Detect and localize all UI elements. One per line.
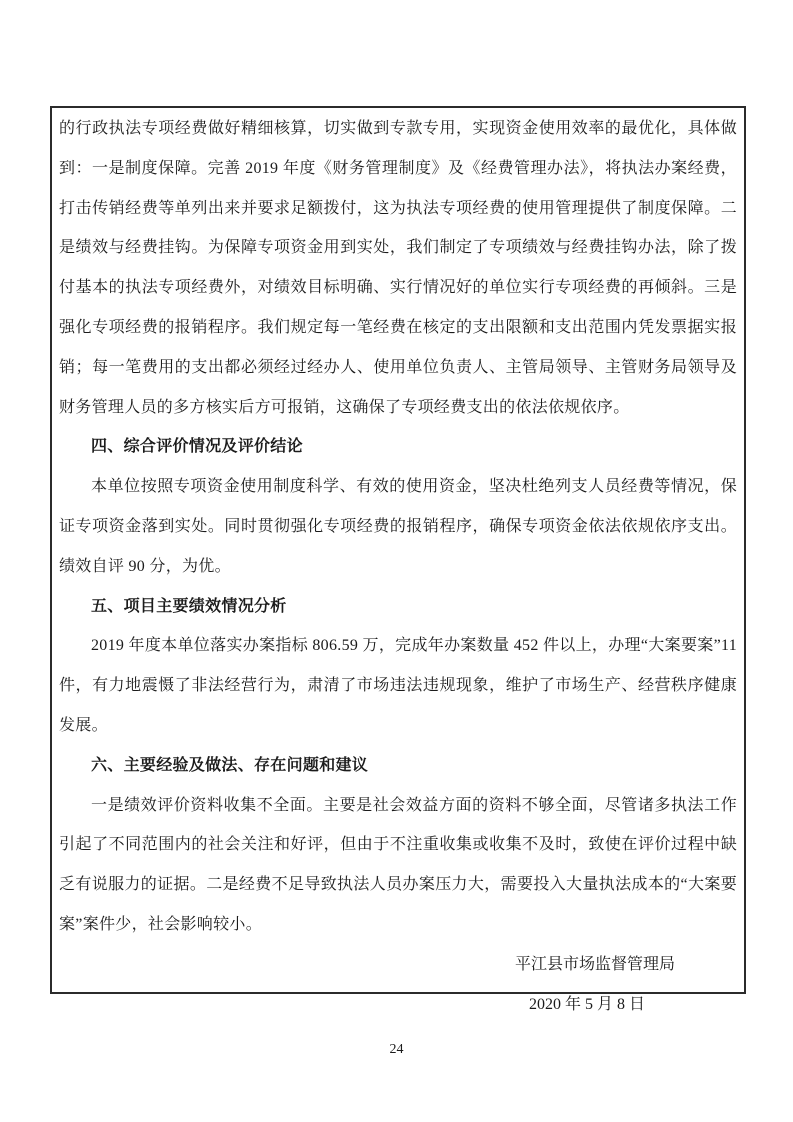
continued-paragraph-funds-management: 的行政执法专项经费做好精细核算，切实做到专款专用，实现资金使用效率的最优化，具体做到：一是制度保障。完善 2019 年度《财务管理制度》及《经费管理办法》，将执法办案经费，打击传销经费等单列出来并要求足额拨付，这为执法专项经费的使用管理提供了制度保障。二是绩效与经费挂钩。为保障专项资金用到实处，我们制定了专项绩效与经费挂钩办法，除了拨付基本的执法专项经费外，对绩效目标明确、实行情况好的单位实行专项经费的再倾斜。三是强化专项经费的报销程序。我们规定每一笔经费在核定的支出限额和支出范围内凭发票据实报销；每一笔费用的支出都必须经过经办人、使用单位负责人、主管局领导、主管财务局领导及财务管理人员的多方核实后方可报销，这确保了专项经费支出的依法依规依序。 [59,120,737,416]
paragraph-experience-problems: 一是绩效评价资料收集不全面。主要是社会效益方面的资料不够全面，尽管诸多执法工作引起了不同范围内的社会关注和好评，但由于不注重收集或收集不及时，致使在评价过程中缺乏有说服力的证据。二是经费不足导致执法人员办案压力大，需要投入大量执法成本的“大案要案”案件少，社会影响较小。 [59,796,737,933]
paragraph-performance-analysis: 2019 年度本单位落实办案指标 806.59 万，完成年办案数量 452 件以上，办理“大案要案”11 件，有力地震慑了非法经营行为，肃清了市场违法违规现象，维护了市场生产、经营秩序健康发展。 [59,637,737,734]
section-heading-6-experience-problems-suggestions: 六、主要经验及做法、存在问题和建议 [91,756,369,774]
signature-date: 2020 年 5 月 8 日 [528,995,645,1013]
report-text-box [50,106,746,1013]
paragraph-evaluation-conclusion: 本单位按照专项资金使用制度科学、有效的使用资金，坚决杜绝列支人员经费等情况，保证专项资金落到实处。同时贯彻强化专项经费的报销程序，确保专项资金依法依规依序支出。绩效自评 90 分，为优。 [59,478,737,575]
section-heading-5-performance-analysis: 五、项目主要绩效情况分析 [91,597,287,615]
section-heading-4-comprehensive-evaluation: 四、综合评价情况及评价结论 [91,438,303,456]
signature-organization: 平江县市场监督管理局 [514,955,675,973]
page-number: 24 [389,1042,404,1057]
